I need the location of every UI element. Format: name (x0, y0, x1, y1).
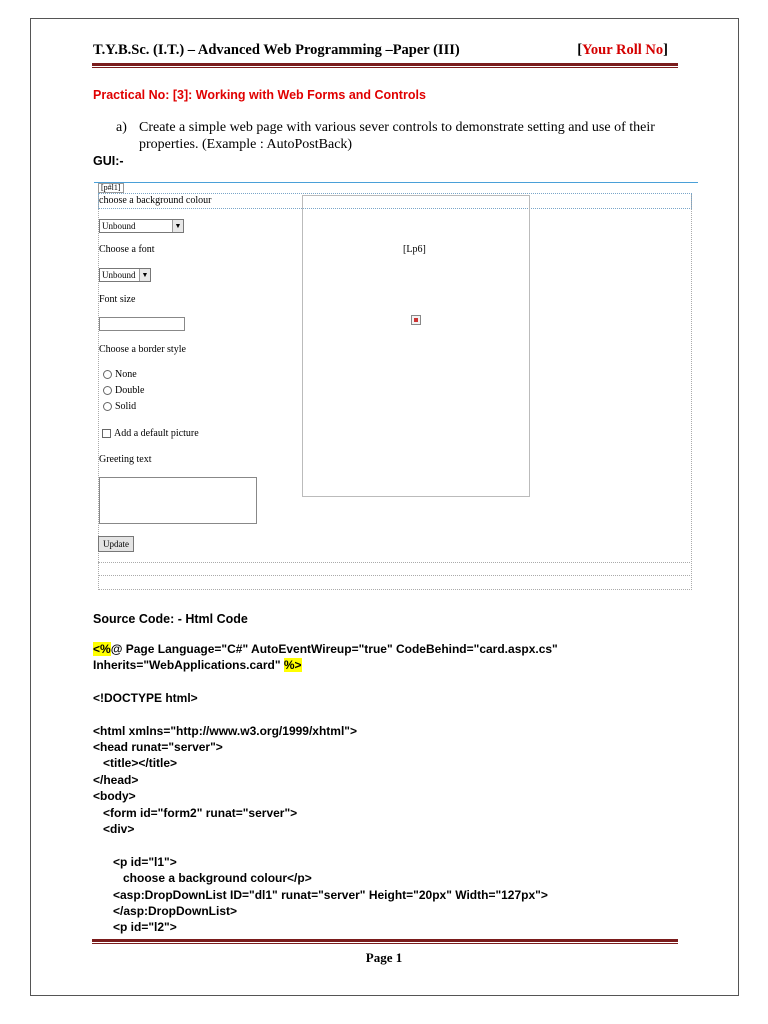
p-tag-label: [p#l1] (98, 183, 124, 193)
page-number: Page 1 (365, 950, 403, 965)
task-label: a) (116, 120, 127, 135)
font-size-input[interactable] (99, 317, 185, 331)
broken-image-icon (411, 315, 421, 325)
code-line: <title></title> (93, 756, 178, 770)
bg-colour-label: choose a background colour (99, 195, 212, 206)
source-heading: Source Code: - Html Code (93, 612, 248, 626)
header-rule-thin (92, 67, 678, 68)
designer-screenshot (94, 182, 698, 592)
bg-colour-dropdown[interactable]: Unbound ▼ (99, 219, 184, 233)
chevron-down-icon: ▼ (139, 269, 150, 281)
code-line: <asp:DropDownList ID="dl1" runat="server" Height="20px" Width="127px"> (93, 888, 548, 902)
code-line: <body> (93, 789, 136, 803)
designer-dotted-line (98, 562, 690, 564)
roll-number: Your Roll No (582, 42, 664, 58)
greeting-textarea[interactable] (99, 477, 257, 524)
code-line: <div> (93, 822, 135, 836)
update-button[interactable]: Update (98, 536, 134, 552)
radio-double[interactable]: Double (103, 385, 144, 396)
code-line: </head> (93, 773, 139, 787)
font-label: Choose a font (99, 244, 155, 255)
code-line: Inherits="WebApplications.card" %> (93, 658, 302, 672)
code-line: choose a background colour</p> (93, 871, 312, 885)
code-line: <p id="l2"> (93, 920, 177, 934)
header-rule (92, 63, 678, 66)
radio-solid[interactable]: Solid (103, 401, 136, 412)
task-text: Create a simple web page with various sever controls to demonstrate setting and use of their properties. (Example : AutoPostBack) (139, 120, 655, 152)
panel-label: [Lp6] (403, 244, 426, 255)
header-roll: [Your Roll No] (577, 42, 668, 58)
code-line: <html xmlns="http://www.w3.org/1999/xhtml"> (93, 724, 357, 738)
code-line: <head runat="server"> (93, 740, 223, 754)
font-dropdown[interactable]: Unbound ▼ (99, 268, 151, 282)
footer-rule (92, 939, 678, 942)
default-picture-checkbox[interactable]: Add a default picture (102, 428, 199, 439)
font-size-label: Font size (99, 294, 136, 305)
designer-dotted-line (98, 575, 690, 577)
code-line: </asp:DropDownList> (93, 904, 238, 918)
code-line: <form id="form2" runat="server"> (93, 806, 298, 820)
practical-title: Practical No: [3]: Working with Web Forms and Controls (93, 88, 426, 102)
preview-panel (302, 195, 530, 497)
radio-none[interactable]: None (103, 369, 137, 380)
greeting-label: Greeting text (99, 454, 152, 465)
gui-label: GUI:- (93, 154, 124, 168)
chevron-down-icon: ▼ (172, 220, 183, 232)
border-style-label: Choose a border style (99, 344, 186, 355)
code-line: <%@ Page Language="C#" AutoEventWireup="true" CodeBehind="card.aspx.cs" (93, 642, 558, 656)
code-line: <!DOCTYPE html> (93, 691, 198, 705)
header-title: T.Y.B.Sc. (I.T.) – Advanced Web Programming –Paper (III) (93, 42, 460, 58)
designer-top-line (94, 182, 698, 183)
code-line: <p id="l1"> (93, 855, 177, 869)
footer-rule-thin (92, 943, 678, 944)
